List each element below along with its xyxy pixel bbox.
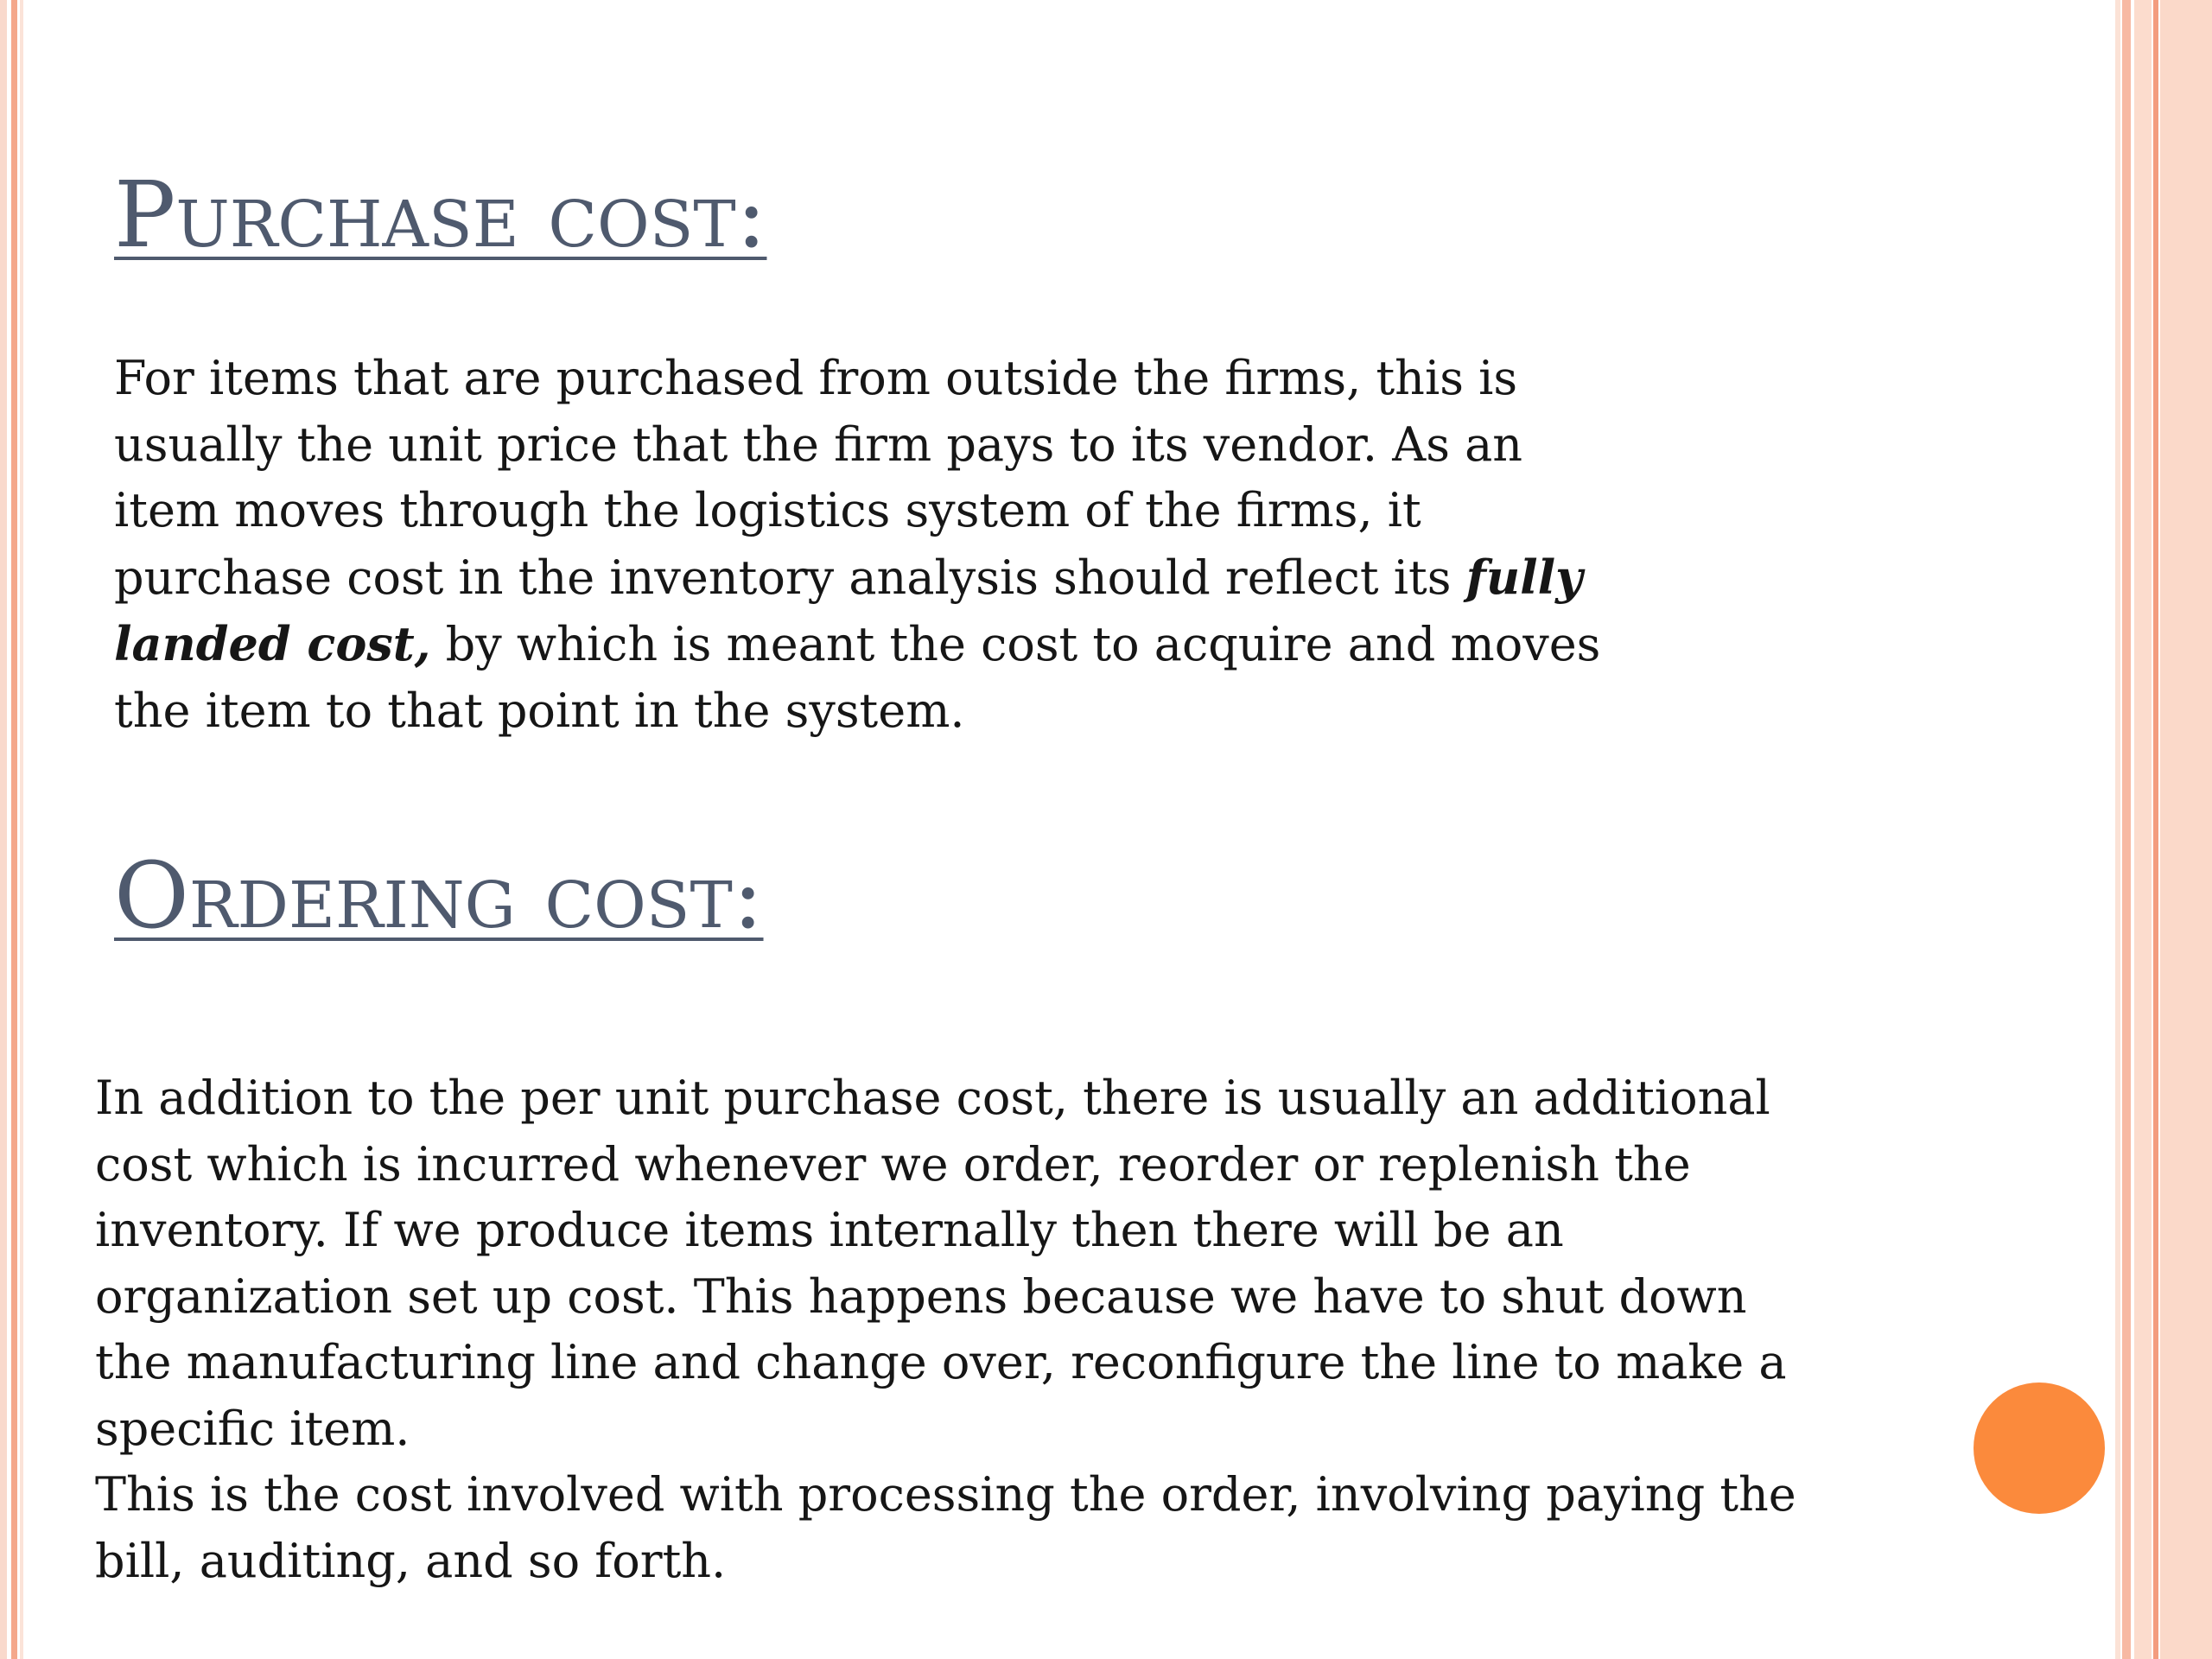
paragraph-line: bill, auditing, and so forth. bbox=[95, 1533, 727, 1588]
emphasized-term: landed cost, bbox=[114, 616, 431, 671]
paragraph-line: For items that are purchased from outside the firms, this is bbox=[114, 351, 1518, 405]
paragraph-line: inventory. If we produce items internally then there will be an bbox=[95, 1203, 1564, 1257]
left-border-stripe bbox=[11, 0, 17, 1659]
ordering-cost-heading: Ordering cost: bbox=[114, 842, 764, 949]
right-border-stripe bbox=[2122, 0, 2131, 1659]
right-border-stripe bbox=[2153, 0, 2158, 1659]
purchase-cost-heading: Purchase cost: bbox=[114, 162, 767, 268]
paragraph-line: This is the cost involved with processing the order, involving paying the bbox=[95, 1467, 1796, 1522]
paragraph-line: the item to that point in the system. bbox=[114, 683, 965, 738]
accent-circle-icon bbox=[1974, 1382, 2105, 1514]
paragraph-line: item moves through the logistics system of the firms, it bbox=[114, 483, 1421, 537]
purchase-cost-paragraph bbox=[114, 346, 1842, 744]
paragraph-line: organization set up cost. This happens because we have to shut down bbox=[95, 1268, 1747, 1324]
emphasized-term: fully bbox=[1465, 549, 1583, 605]
paragraph-line: usually the unit price that the firm pays to its vendor. As an bbox=[114, 416, 1523, 472]
right-border-stripe bbox=[2115, 0, 2120, 1659]
paragraph-line bbox=[114, 544, 1842, 612]
paragraph-line: the manufacturing line and change over, reconfigure the line to make a bbox=[95, 1335, 1787, 1389]
line-text: purchase cost in the inventory analysis should reflect its bbox=[114, 550, 1466, 605]
paragraph-line: In addition to the per unit purchase cost, there is usually an additional bbox=[95, 1071, 1770, 1125]
paragraph-line: specific item. bbox=[95, 1401, 410, 1456]
right-border-stripe bbox=[2134, 0, 2152, 1659]
left-border-stripe bbox=[0, 0, 7, 1659]
left-border-stripe bbox=[20, 0, 23, 1659]
paragraph-line: cost which is incurred whenever we order, reorder or replenish the bbox=[95, 1136, 1691, 1192]
paragraph-line bbox=[114, 611, 1842, 678]
ordering-cost-paragraph bbox=[95, 1065, 1996, 1594]
line-text: by which is meant the cost to acquire and moves bbox=[430, 617, 1601, 671]
right-border-stripe bbox=[2160, 0, 2212, 1659]
